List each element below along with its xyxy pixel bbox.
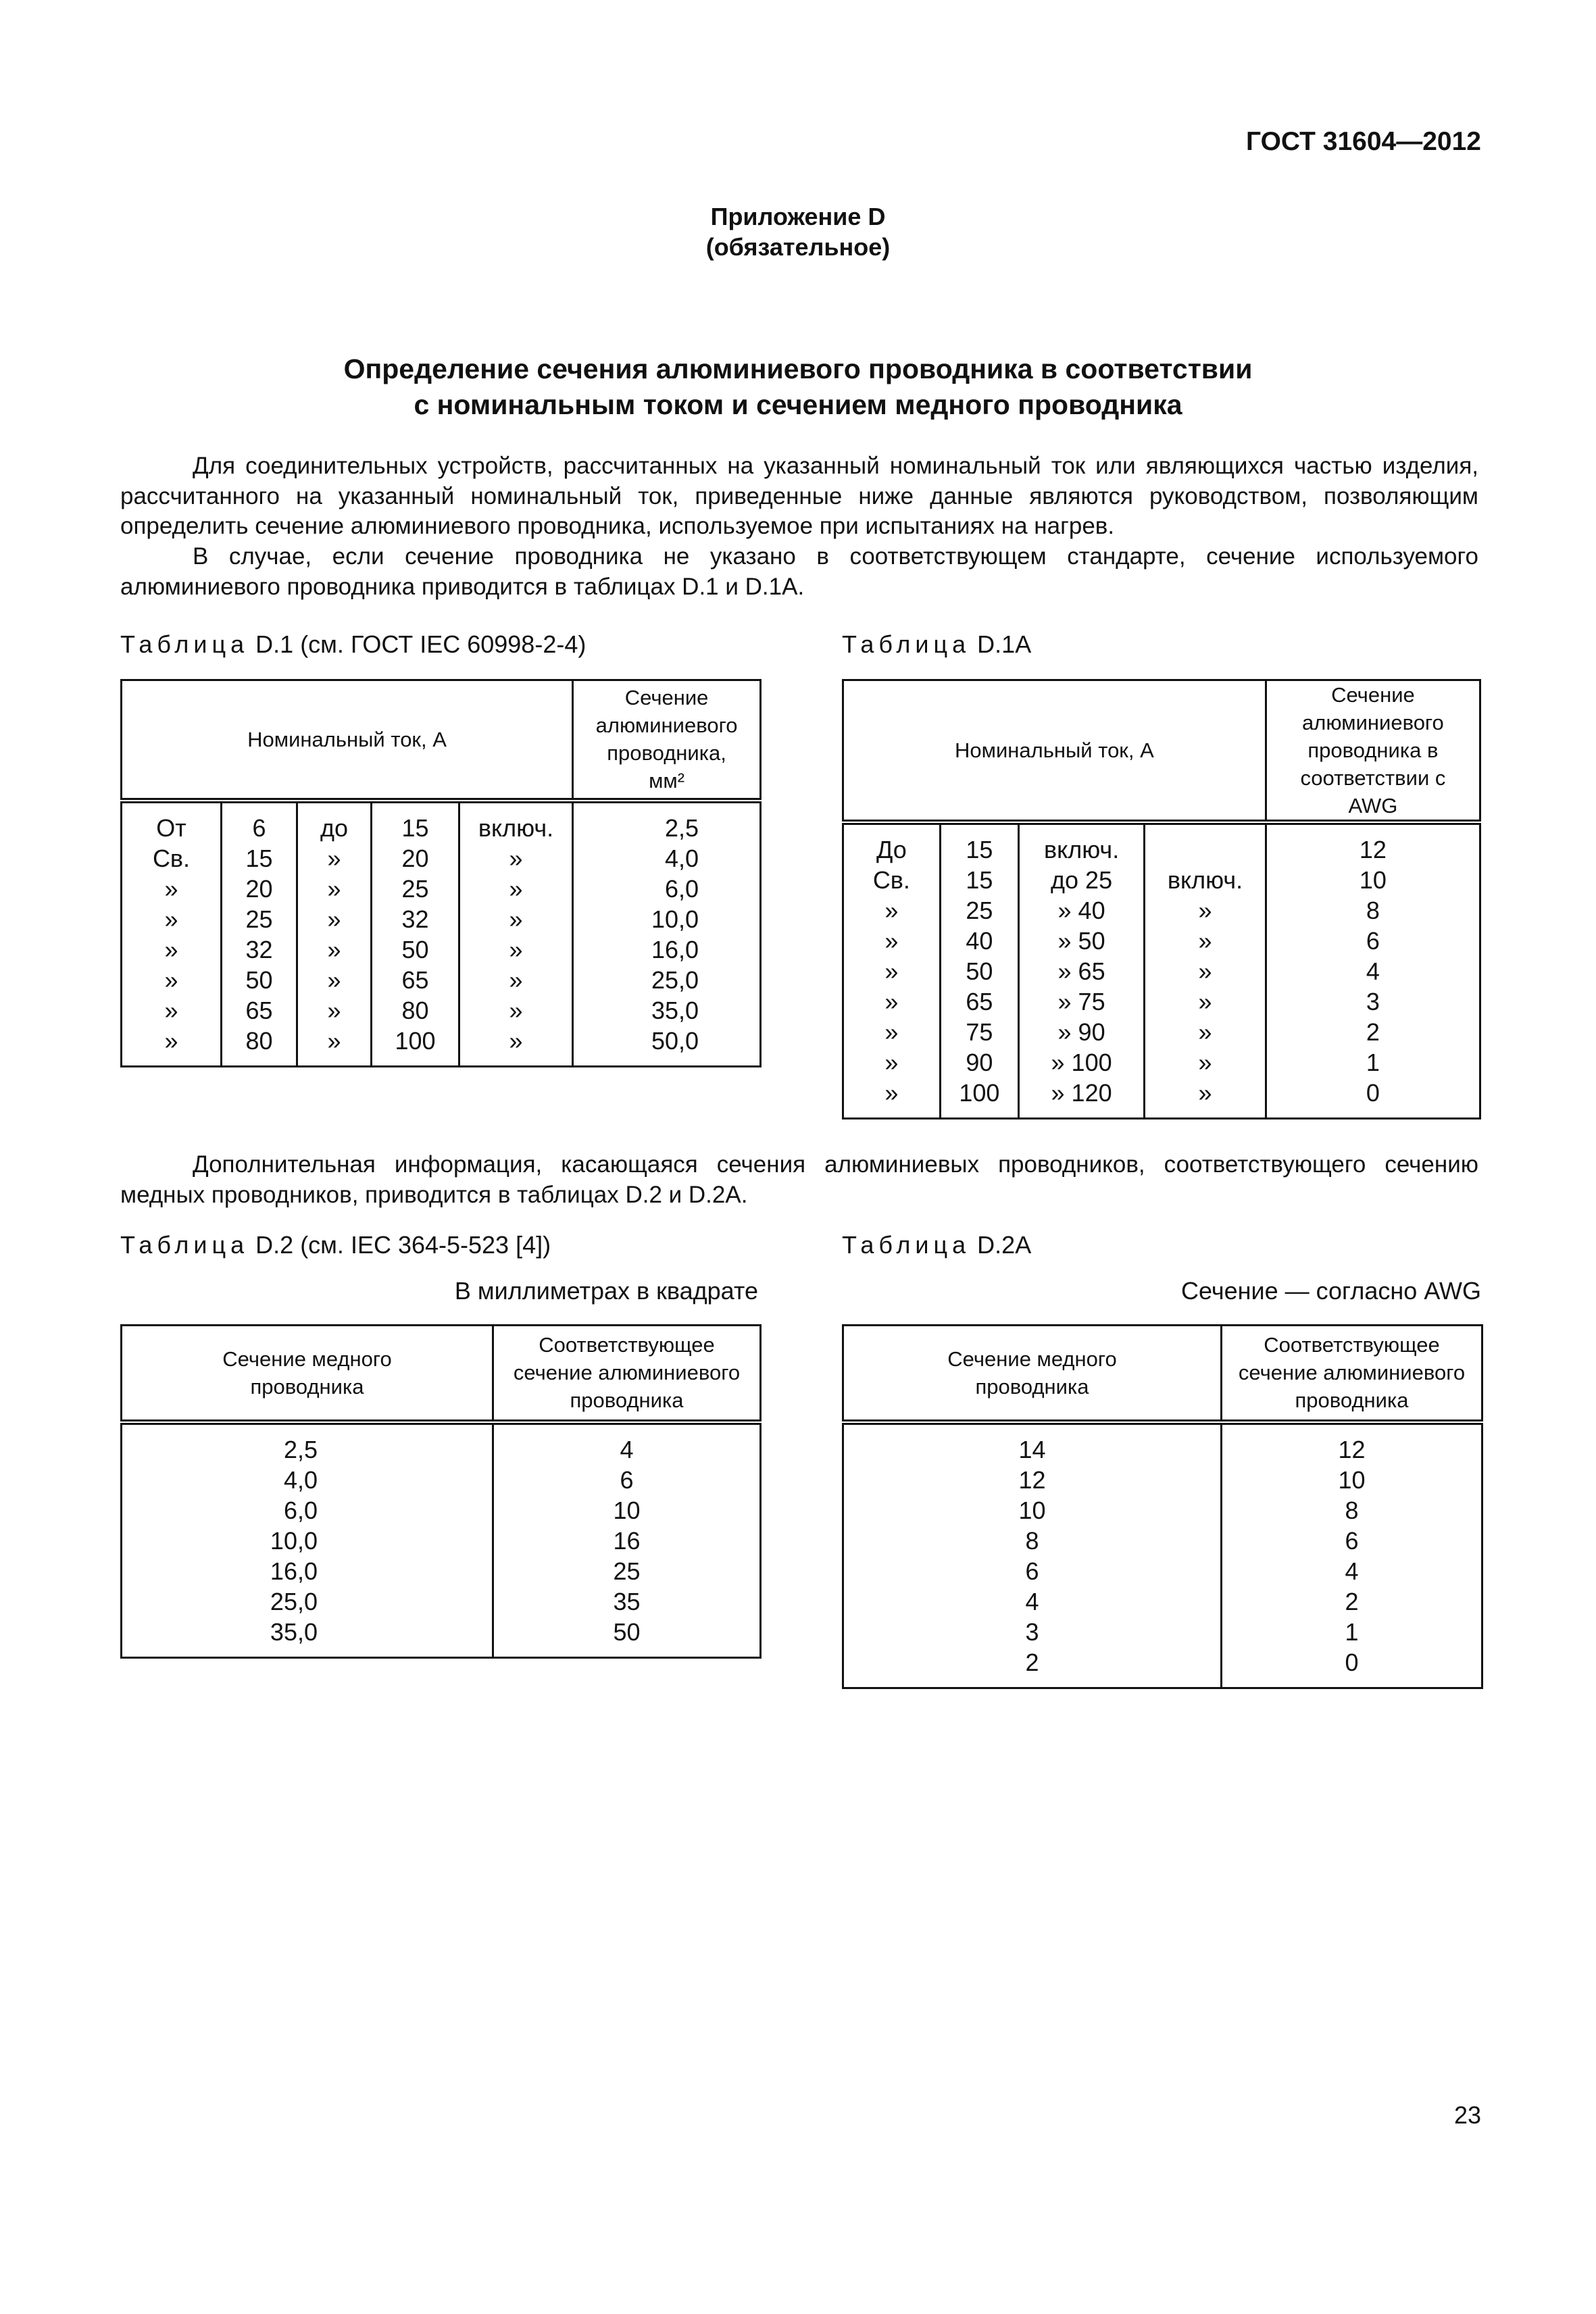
inclusive-cell: » (1145, 926, 1266, 956)
table-row (843, 1078, 1480, 1119)
table-row (122, 1556, 761, 1586)
prefix-cell: » (122, 874, 222, 904)
table-d2a-header-aluminum: Соответствующее сечение алюминиевого проводника (1222, 1326, 1482, 1422)
awg-cell: 12 (1266, 822, 1480, 865)
inclusive-cell: » (1145, 1047, 1266, 1078)
inclusive-cell: » (459, 1026, 573, 1067)
aluminum-section-cell: 2,5 (573, 801, 761, 843)
table-d1 (120, 679, 762, 1067)
copper-section-cell: 25,0 (122, 1586, 493, 1617)
aluminum-section-cell: 4,0 (573, 843, 761, 874)
to-cell: » (297, 995, 372, 1026)
table-row (843, 1586, 1482, 1617)
current-from-cell: 25 (222, 904, 297, 934)
table-d1a-header-section: Сечение алюминиевого проводника в соответствии с AWG (1266, 680, 1480, 823)
table-row (122, 1526, 761, 1556)
awg-cell: 2 (1266, 1017, 1480, 1047)
current-to-cell: 32 (372, 904, 459, 934)
aluminum-section-cell: 16,0 (573, 934, 761, 965)
awg-cell: 8 (1266, 895, 1480, 926)
table-d1a-caption (842, 630, 1031, 659)
aluminum-section-cell: 2 (1222, 1586, 1482, 1617)
inclusive-cell: » (459, 874, 573, 904)
current-from-cell: 6 (222, 801, 297, 843)
awg-cell: 6 (1266, 926, 1480, 956)
prefix-cell: » (843, 986, 941, 1017)
aluminum-section-cell: 6 (1222, 1526, 1482, 1556)
table-row (122, 995, 761, 1026)
to-cell: » (297, 843, 372, 874)
table-row (843, 986, 1480, 1017)
table-d2a-caption-word: Таблица (842, 1231, 971, 1259)
table-row (122, 1617, 761, 1658)
copper-section-cell: 12 (843, 1465, 1222, 1495)
inclusive-cell: » (1145, 895, 1266, 926)
aluminum-section-cell: 16 (493, 1526, 761, 1556)
awg-cell: 0 (1266, 1078, 1480, 1119)
appendix-status: (обязательное) (705, 233, 891, 261)
aluminum-section-cell: 12 (1222, 1422, 1482, 1465)
table-d2-caption (120, 1231, 551, 1259)
aluminum-section-cell: 25 (493, 1556, 761, 1586)
appendix-title: Приложение D (710, 203, 886, 230)
copper-section-cell: 16,0 (122, 1556, 493, 1586)
current-from-cell: 15 (222, 843, 297, 874)
aluminum-section-cell: 0 (1222, 1647, 1482, 1688)
current-to-cell: 80 (372, 995, 459, 1026)
table-d2a-caption (842, 1231, 1031, 1259)
table-row (122, 801, 761, 843)
current-to-cell: 15 (372, 801, 459, 843)
table-row (122, 1422, 761, 1465)
current-from-cell: 50 (222, 965, 297, 995)
current-from-cell: 75 (940, 1017, 1018, 1047)
table-row (843, 926, 1480, 956)
table-d1a-header-current: Номинальный ток, А (843, 680, 1266, 823)
table-d1-caption (120, 630, 586, 659)
table-d1-caption-word: Таблица (120, 630, 249, 658)
copper-section-cell: 2,5 (122, 1422, 493, 1465)
table-row (122, 965, 761, 995)
awg-cell: 3 (1266, 986, 1480, 1017)
section-title-line1: Определение сечения алюминиевого проводника в соответствии (343, 353, 1253, 384)
current-to-cell: » 50 (1019, 926, 1145, 956)
current-to-cell: » 100 (1019, 1047, 1145, 1078)
aluminum-section-cell: 50 (493, 1617, 761, 1658)
table-row (843, 956, 1480, 986)
copper-section-cell: 6,0 (122, 1495, 493, 1526)
to-cell: » (297, 934, 372, 965)
current-to-cell: 25 (372, 874, 459, 904)
table-row (843, 822, 1480, 865)
copper-section-cell: 10,0 (122, 1526, 493, 1556)
copper-section-cell: 2 (843, 1647, 1222, 1688)
current-from-cell: 65 (940, 986, 1018, 1017)
table-d1a-caption-word: Таблица (842, 630, 971, 658)
prefix-cell: » (843, 895, 941, 926)
current-to-cell: » 120 (1019, 1078, 1145, 1119)
prefix-cell: » (122, 934, 222, 965)
current-from-cell: 15 (940, 822, 1018, 865)
prefix-cell: » (122, 904, 222, 934)
aluminum-section-cell: 6,0 (573, 874, 761, 904)
current-from-cell: 40 (940, 926, 1018, 956)
inclusive-cell: » (459, 995, 573, 1026)
aluminum-section-cell: 35,0 (573, 995, 761, 1026)
awg-cell: 10 (1266, 865, 1480, 895)
table-row (122, 1026, 761, 1067)
table-d2-body (122, 1422, 761, 1658)
inclusive-cell: » (1145, 1078, 1266, 1119)
current-to-cell: 100 (372, 1026, 459, 1067)
current-from-cell: 25 (940, 895, 1018, 926)
to-cell: до (297, 801, 372, 843)
aluminum-section-cell: 10 (493, 1495, 761, 1526)
table-d1-header-current: Номинальный ток, А (122, 680, 573, 801)
aluminum-section-cell: 8 (1222, 1495, 1482, 1526)
prefix-cell: » (122, 1026, 222, 1067)
table-row (843, 1422, 1482, 1465)
aluminum-section-cell: 25,0 (573, 965, 761, 995)
inclusive-cell: включ. (459, 801, 573, 843)
current-to-cell: 65 (372, 965, 459, 995)
inclusive-cell: » (1145, 956, 1266, 986)
to-cell: » (297, 904, 372, 934)
table-row (843, 1556, 1482, 1586)
copper-section-cell: 4 (843, 1586, 1222, 1617)
prefix-cell: От (122, 801, 222, 843)
table-row (122, 843, 761, 874)
current-to-cell: » 90 (1019, 1017, 1145, 1047)
current-from-cell: 80 (222, 1026, 297, 1067)
copper-section-cell: 6 (843, 1556, 1222, 1586)
current-from-cell: 50 (940, 956, 1018, 986)
inclusive-cell: включ. (1145, 865, 1266, 895)
table-row (843, 1526, 1482, 1556)
table-row (843, 865, 1480, 895)
current-from-cell: 100 (940, 1078, 1018, 1119)
table-d2a-body (843, 1422, 1482, 1688)
prefix-cell: » (843, 926, 941, 956)
table-d2-header-aluminum: Соответствующее сечение алюминиевого проводника (493, 1326, 761, 1422)
current-from-cell: 90 (940, 1047, 1018, 1078)
inclusive-cell: » (1145, 1017, 1266, 1047)
prefix-cell: Св. (843, 865, 941, 895)
prefix-cell: » (843, 1047, 941, 1078)
current-to-cell: 20 (372, 843, 459, 874)
table-d2-unit-note: В миллиметрах в квадрате (454, 1277, 758, 1305)
to-cell: » (297, 965, 372, 995)
aluminum-section-cell: 35 (493, 1586, 761, 1617)
awg-cell: 1 (1266, 1047, 1480, 1078)
table-d2-caption-word: Таблица (120, 1231, 249, 1259)
copper-section-cell: 8 (843, 1526, 1222, 1556)
table-row (122, 874, 761, 904)
table-row (843, 895, 1480, 926)
prefix-cell: » (122, 965, 222, 995)
table-row (122, 904, 761, 934)
current-from-cell: 65 (222, 995, 297, 1026)
document-code: ГОСТ 31604—2012 (1246, 127, 1481, 156)
prefix-cell: » (843, 1017, 941, 1047)
inclusive-cell (1145, 822, 1266, 865)
current-to-cell: включ. (1019, 822, 1145, 865)
table-d1a-caption-text: D.1A (977, 630, 1032, 658)
table-d1-caption-text: D.1 (см. ГОСТ IEC 60998-2-4) (255, 630, 587, 658)
to-cell: » (297, 874, 372, 904)
current-to-cell: » 75 (1019, 986, 1145, 1017)
table-d2a (842, 1324, 1483, 1689)
additional-info-paragraph: Дополнительная информация, касающаяся сечения алюминиевых проводников, соответствующего сечению медных проводников, приводится в таблицах D.2 и D.2A. (120, 1151, 1478, 1208)
inclusive-cell: » (1145, 986, 1266, 1017)
intro-paragraph-2: В случае, если сечение проводника не указано в соответствующем стандарте, сечение используемого алюминиевого проводника приводится в таблицах D.1 и D.1A. (120, 543, 1478, 600)
copper-section-cell: 3 (843, 1617, 1222, 1647)
table-row (843, 1047, 1480, 1078)
section-title-line2: с номинальным током и сечением медного проводника (414, 389, 1182, 420)
aluminum-section-cell: 10 (1222, 1465, 1482, 1495)
current-from-cell: 32 (222, 934, 297, 965)
awg-cell: 4 (1266, 956, 1480, 986)
inclusive-cell: » (459, 904, 573, 934)
inclusive-cell: » (459, 934, 573, 965)
table-d2-caption-text: D.2 (см. IEC 364-5-523 [4]) (255, 1231, 551, 1259)
table-row (843, 1647, 1482, 1688)
table-d2a-unit-note: Сечение — согласно AWG (1181, 1277, 1481, 1305)
table-row (122, 1495, 761, 1526)
inclusive-cell: » (459, 965, 573, 995)
inclusive-cell: » (459, 843, 573, 874)
table-row (122, 934, 761, 965)
table-d1-body (122, 801, 761, 1067)
current-from-cell: 15 (940, 865, 1018, 895)
table-row (843, 1017, 1480, 1047)
current-to-cell: » 40 (1019, 895, 1145, 926)
table-row (843, 1465, 1482, 1495)
copper-section-cell: 14 (843, 1422, 1222, 1465)
table-d1a-body (843, 822, 1480, 1119)
aluminum-section-cell: 4 (1222, 1556, 1482, 1586)
table-d1a (842, 679, 1481, 1120)
to-cell: » (297, 1026, 372, 1067)
table-row (843, 1617, 1482, 1647)
table-d2-header-copper: Сечение медного проводника (122, 1326, 493, 1422)
table-row (122, 1586, 761, 1617)
current-to-cell: » 65 (1019, 956, 1145, 986)
prefix-cell: » (122, 995, 222, 1026)
table-d2 (120, 1324, 762, 1659)
current-to-cell: до 25 (1019, 865, 1145, 895)
copper-section-cell: 10 (843, 1495, 1222, 1526)
aluminum-section-cell: 10,0 (573, 904, 761, 934)
table-d2a-header-copper: Сечение медного проводника (843, 1326, 1222, 1422)
page-number: 23 (1453, 2101, 1481, 2129)
current-to-cell: 50 (372, 934, 459, 965)
prefix-cell: » (843, 956, 941, 986)
table-row (122, 1465, 761, 1495)
copper-section-cell: 35,0 (122, 1617, 493, 1658)
aluminum-section-cell: 6 (493, 1465, 761, 1495)
prefix-cell: Св. (122, 843, 222, 874)
table-d2a-caption-text: D.2A (977, 1231, 1032, 1259)
aluminum-section-cell: 50,0 (573, 1026, 761, 1067)
prefix-cell: » (843, 1078, 941, 1119)
current-from-cell: 20 (222, 874, 297, 904)
table-d1-header-section: Сечение алюминиевого проводника, мм² (573, 680, 761, 801)
prefix-cell: До (843, 822, 941, 865)
aluminum-section-cell: 4 (493, 1422, 761, 1465)
table-row (843, 1495, 1482, 1526)
copper-section-cell: 4,0 (122, 1465, 493, 1495)
aluminum-section-cell: 1 (1222, 1617, 1482, 1647)
intro-paragraph-1: Для соединительных устройств, рассчитанных на указанный номинальный ток или являющихся частью изделия, рассчитанного на указанный номинальный ток, приведенные ниже данные являются руководством, позволяющим определить сечение алюминиевого проводника, используемое при испытаниях на нагрев. (120, 453, 1478, 539)
